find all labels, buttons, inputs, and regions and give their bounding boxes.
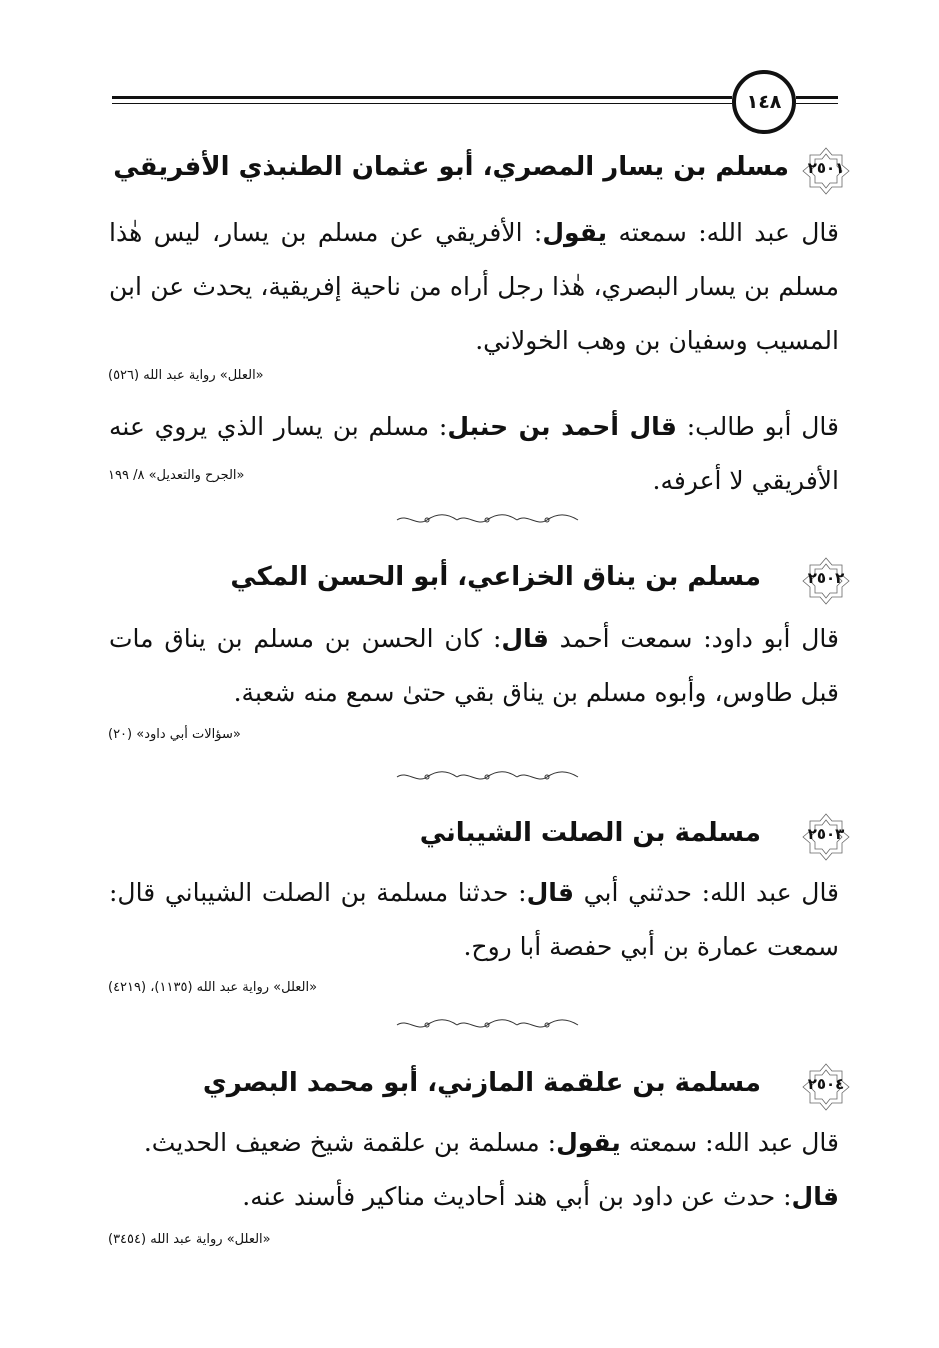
source-citation: «سؤالات أبي داود» (٢٠) <box>108 727 241 742</box>
header-rule-thin <box>112 103 732 104</box>
page-number: ١٤٨ <box>732 70 796 134</box>
entry-paragraph <box>109 400 839 508</box>
header-rule-right <box>796 96 838 99</box>
entry-emblem-icon <box>801 1062 851 1112</box>
entry-header <box>100 146 851 196</box>
divider-ornament-icon <box>395 770 580 784</box>
header-rule-right-thin <box>796 103 838 104</box>
entry-emblem-icon <box>801 146 851 196</box>
text-segment: : حدثنا مسلمة بن الصلت الشيباني قال: سمعت عمارة بن أبي حفصة أبا روح. <box>109 878 839 961</box>
entry-title: مسلم بن يناق الخزاعي، أبو الحسن المكي <box>230 562 761 592</box>
bold-keyword: قال <box>501 624 549 653</box>
entry-title: مسلم بن يسار المصري، أبو عثمان الطنبذي الأفريقي <box>113 152 789 182</box>
entry-header <box>100 556 851 606</box>
text-segment: قال عبد الله: حدثني أبي <box>574 878 840 907</box>
text-segment: : مسلمة بن علقمة شيخ ضعيف الحديث. <box>143 1128 557 1157</box>
entry-number: ٢٥٠٤ <box>807 1075 845 1093</box>
source-citation: «العلل» رواية عبد الله (٥٢٦) <box>108 368 264 383</box>
entry-emblem-icon <box>801 556 851 606</box>
header-rule <box>112 96 732 99</box>
entry-number: ٢٥٠١ <box>807 159 845 177</box>
entry-paragraph <box>109 866 839 974</box>
text-segment: : مسلم بن يسار الذي يروي عنه الأفريقي لا أعرفه. <box>109 412 839 495</box>
bold-keyword: يقول <box>556 1128 621 1157</box>
text-segment: قال أبو داود: سمعت أحمد <box>548 624 839 653</box>
entry-emblem-icon <box>801 812 851 862</box>
entry-header <box>100 812 851 862</box>
bold-keyword: قال <box>526 878 575 907</box>
bold-keyword: قال أحمد بن حنبل <box>447 412 677 441</box>
divider-ornament-icon <box>395 513 580 527</box>
entry-number: ٢٥٠٢ <box>807 569 845 587</box>
entry-number: ٢٥٠٣ <box>807 825 845 843</box>
text-segment: قال عبد الله: سمعته <box>620 1128 839 1157</box>
entry-paragraph <box>109 1170 839 1224</box>
entry-paragraph <box>109 206 839 368</box>
text-segment: قال عبد الله: سمعته <box>607 218 839 247</box>
bold-keyword: قال <box>791 1182 839 1211</box>
entry-title: مسلمة بن الصلت الشيباني <box>419 818 761 848</box>
entry-paragraph <box>109 612 839 720</box>
entry-paragraph <box>109 1116 839 1170</box>
text-segment: : كان الحسن بن مسلم بن يناق مات قبل طاوس، وأبوه مسلم بن يناق بقي حتىٰ سمع منه شعبة. <box>109 624 839 707</box>
bold-keyword: يقول <box>542 218 608 247</box>
source-citation: «الجرح والتعديل» ٨/ ١٩٩ <box>108 468 245 483</box>
source-citation: «العلل» رواية عبد الله (١١٣٥)، (٤٢١٩) <box>108 980 318 995</box>
divider-ornament-icon <box>395 1018 580 1032</box>
entry-header <box>100 1062 851 1112</box>
entry-title: مسلمة بن علقمة المازني، أبو محمد البصري <box>202 1068 761 1098</box>
text-segment: : الأفريقي عن مسلم بن يسار، ليس هٰذا مسلم بن يسار البصري، هٰذا رجل أراه من ناحية إفريقية، يحدث عن ابن المسيب وسفيان بن وهب الخولاني. <box>109 218 839 355</box>
text-segment: : حدث عن داود بن أبي هند أحاديث مناكير فأسند عنه. <box>242 1182 792 1211</box>
text-segment: قال أبو طالب: <box>676 412 839 441</box>
source-citation: «العلل» رواية عبد الله (٣٤٥٤) <box>108 1232 271 1247</box>
